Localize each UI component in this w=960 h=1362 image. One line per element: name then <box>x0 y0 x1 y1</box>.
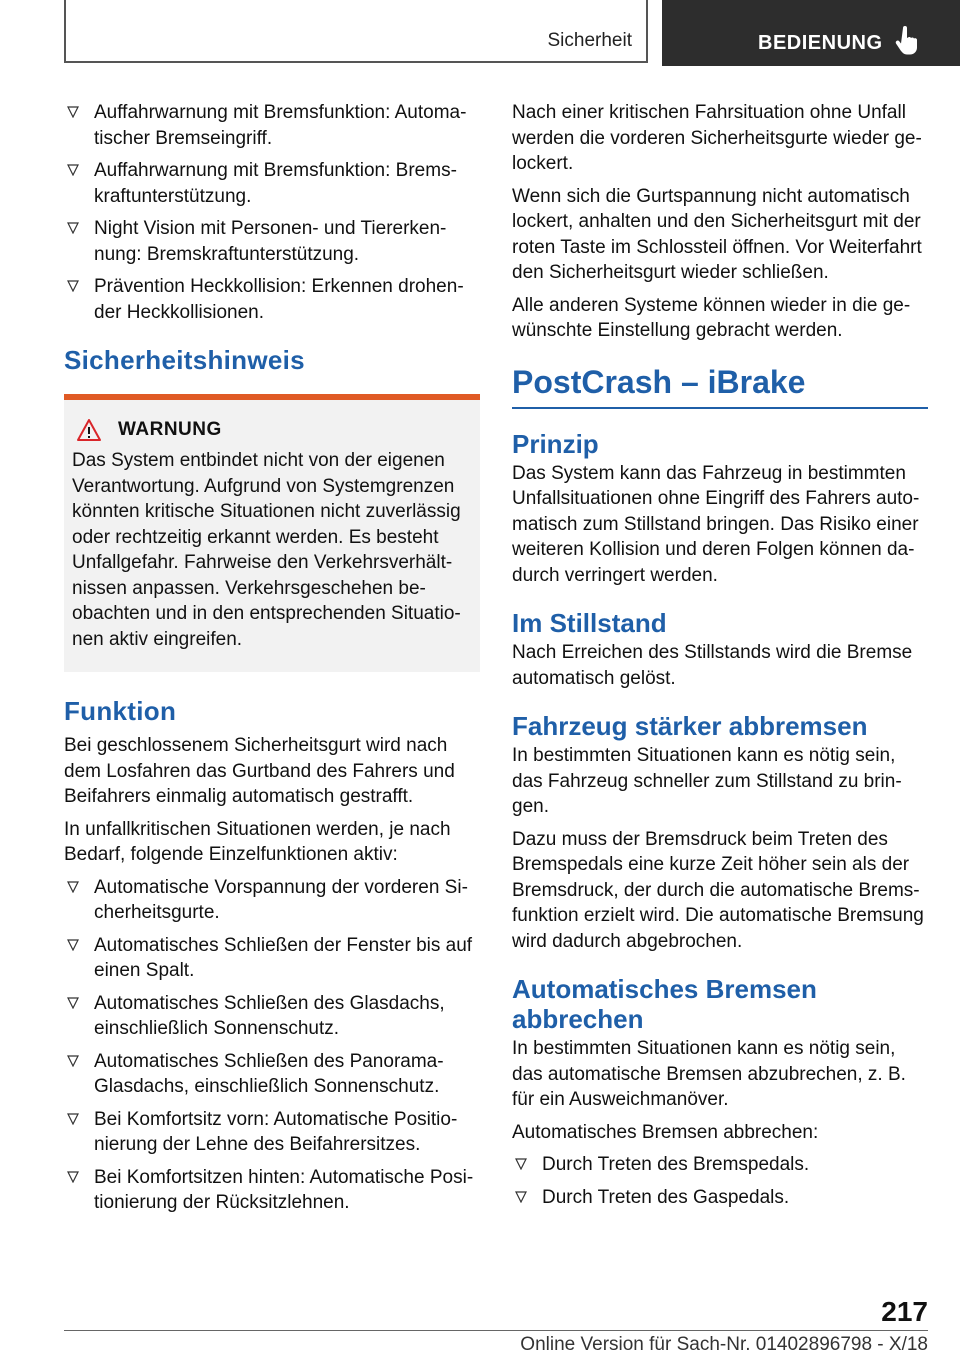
triangle-bullet-icon <box>67 1113 79 1125</box>
list-item: Automatische Vorspannung der vorderen Sicherheitsgurte. <box>64 875 480 926</box>
triangle-bullet-icon <box>515 1191 527 1203</box>
safety-heading: Sicherheitshinweis <box>64 345 305 375</box>
list-item: Automatisches Schließen des Glasdachs, einschließlich Sonnenschutz. <box>64 991 480 1042</box>
list-item: Automatisches Schließen der Fenster bis auf einen Spalt. <box>64 933 480 984</box>
list-item: Durch Treten des Gaspedals. <box>512 1185 928 1211</box>
abort-list <box>512 1152 928 1210</box>
braking-paragraph-1: In bestimmten Situationen kann es nötig sein, das Fahrzeug schneller zum Stillstand zu bringen. <box>512 745 902 817</box>
standstill-heading: Im Stillstand <box>512 608 667 638</box>
braking-paragraph-2: Dazu muss der Bremsdruck beim Treten des Bremspedals eine kurze Zeit höher sein als der Bremsdruck, der durch die automatische Bremsfunktion erzielt wird. Die automatische Bremsung wird dadurch abgebrochen. <box>512 828 924 952</box>
page-number: 217 <box>881 1296 928 1327</box>
triangle-bullet-icon <box>67 106 79 118</box>
chapter-title: PostCrash – iBrake <box>512 364 928 409</box>
header-chapter-label: BEDIENUNG <box>758 32 883 54</box>
function-list <box>64 875 480 1216</box>
standstill-text: Nach Erreichen des Stillstands wird die Bremse automatisch gelöst. <box>512 642 913 689</box>
list-item: Bei Komfortsitzen hinten: Automatische Positionierung der Rücksitzlehnen. <box>64 1165 480 1216</box>
list-item: Prävention Heckkollision: Erkennen drohender Heckkollisionen. <box>64 274 480 325</box>
right-column <box>512 100 928 1217</box>
postcrash-paragraph-1: Nach einer kritischen Fahrsituation ohne Unfall werden die vorderen Sicherheitsgurte wieder gelockert. <box>512 102 922 174</box>
triangle-bullet-icon <box>67 280 79 292</box>
function-paragraph-1: Bei geschlossenem Sicherheitsgurt wird nach dem Losfahren das Gurtband des Fahrers und Beifahrers einmalig automatisch gestrafft. <box>64 735 455 807</box>
list-item: Automatisches Schließen des Panorama-Glasdachs, einschließlich Sonnenschutz. <box>64 1049 480 1100</box>
left-column <box>64 100 480 1223</box>
postcrash-paragraph-3: Alle anderen Systeme können wieder in die gewünschte Einstellung gebracht werden. <box>512 294 911 341</box>
page-header <box>0 0 960 66</box>
footer-divider <box>64 1330 928 1331</box>
warning-title: WARNUNG <box>118 419 222 440</box>
triangle-bullet-icon <box>67 164 79 176</box>
triangle-bullet-icon <box>67 1055 79 1067</box>
principle-text: Das System kann das Fahrzeug in bestimmten Unfallsituationen ohne Eingriff des Fahrers automatisch zum Stillstand bringen. Das Risiko einer weiteren Kollision und deren Folgen können dadurch verringert werden. <box>512 462 920 586</box>
triangle-bullet-icon <box>67 222 79 234</box>
footer-version-text: Online Version für Sach-Nr. 01402896798 - X/18 <box>520 1334 928 1355</box>
principle-heading: Prinzip <box>512 428 599 459</box>
braking-heading: Fahrzeug stärker abbremsen <box>512 711 868 741</box>
abort-heading: Automatisches Bremsen abbrechen <box>512 974 817 1034</box>
triangle-bullet-icon <box>67 997 79 1009</box>
pointing-hand-icon <box>894 26 920 56</box>
warning-box <box>64 394 480 672</box>
triangle-bullet-icon <box>67 939 79 951</box>
function-paragraph-2: In unfallkritischen Situationen werden, je nach Bedarf, folgende Einzelfunktionen aktiv: <box>64 818 451 865</box>
list-item: Durch Treten des Bremspedals. <box>512 1152 928 1178</box>
abort-paragraph-2: Automatisches Bremsen abbrechen: <box>512 1121 819 1143</box>
header-section-title: Sicherheit <box>64 0 648 63</box>
triangle-bullet-icon <box>67 1171 79 1183</box>
list-item: Auffahrwarnung mit Bremsfunktion: Automatischer Bremseingriff. <box>64 100 480 151</box>
function-heading: Funktion <box>64 696 177 726</box>
postcrash-paragraph-2: Wenn sich die Gurtspannung nicht automatisch lockert, anhalten und den Sicherheitsgurt mit der roten Taste im Schlossteil öffnen. Vor Weiterfahrt den Sicherheitsgurt wieder schließen. <box>512 185 922 283</box>
triangle-bullet-icon <box>515 1158 527 1170</box>
list-item: Night Vision mit Personen- und Tiererkennung: Bremskraftunterstützung. <box>64 216 480 267</box>
system-list <box>64 100 480 325</box>
warning-text: Das System entbindet nicht von der eigenen Verantwortung. Aufgrund von Systemgrenzen könnten kritische Situationen nicht zuverlässig oder rechtzeitig erkannt werden. Es besteht Unfallgefahr. Fahrweise den Verkehrsverhältnissen anpassen. Verkehrsgeschehen beobachten und in den entsprechenden Situationen aktiv eingreifen. <box>72 450 461 650</box>
abort-paragraph-1: In bestimmten Situationen kann es nötig sein, das automatische Bremsen abzubrechen, z. B. für ein Ausweichmanöver. <box>512 1038 906 1110</box>
triangle-bullet-icon <box>67 881 79 893</box>
warning-triangle-icon <box>76 418 102 442</box>
list-item: Auffahrwarnung mit Bremsfunktion: Bremskraftunterstützung. <box>64 158 480 209</box>
list-item: Bei Komfortsitz vorn: Automatische Positionierung der Lehne des Beifahrersitzes. <box>64 1107 480 1158</box>
